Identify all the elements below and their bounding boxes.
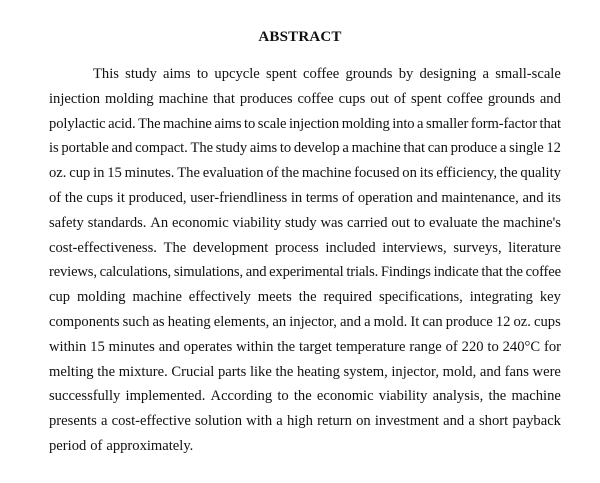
abstract-word: 220 [461, 338, 484, 355]
abstract-word: a [101, 413, 108, 430]
abstract-word: and [339, 313, 362, 330]
abstract-word: cost-effectiveness. [49, 239, 157, 256]
abstract-word: coffee [297, 90, 334, 107]
abstract-word: compact. [135, 140, 188, 157]
abstract-word: the [488, 388, 507, 405]
abstract-word: injection [288, 115, 340, 132]
abstract-word: period [49, 437, 87, 454]
abstract-word: cups [86, 189, 114, 206]
abstract-word: elements, [213, 313, 270, 330]
abstract-word: terms [305, 189, 339, 206]
abstract-word: temperature [335, 338, 406, 355]
abstract-word: meets [257, 289, 292, 306]
abstract-word: literature [508, 239, 561, 256]
abstract-word: can [427, 140, 448, 157]
abstract-word: short [479, 413, 509, 430]
abstract-word: machine [301, 165, 352, 182]
abstract-word: the [64, 189, 83, 206]
abstract-word: the [298, 289, 317, 306]
abstract-word: on [402, 165, 417, 182]
abstract-word: to [196, 66, 209, 82]
abstract-word: development [192, 239, 269, 256]
abstract-word: grounds [487, 90, 535, 107]
abstract-word: viability [232, 214, 282, 231]
abstract-word: to [279, 140, 292, 157]
abstract-word: 15 [107, 165, 122, 182]
abstract-word: required [323, 289, 373, 306]
abstract-word: and [522, 189, 544, 206]
abstract-word: machine [511, 388, 561, 405]
abstract-word: a [342, 140, 349, 157]
abstract-word: Crucial [171, 363, 215, 380]
abstract-word: indicate [433, 264, 479, 281]
abstract-line [49, 260, 561, 285]
abstract-word: system, [343, 363, 388, 380]
abstract-word: a [364, 313, 371, 330]
abstract-word: its [419, 165, 434, 182]
abstract-line [49, 211, 561, 236]
abstract-word: calculations, [99, 264, 172, 281]
abstract-word: molding [76, 289, 126, 306]
abstract-word: It [410, 313, 420, 330]
abstract-word: fans [504, 363, 529, 380]
abstract-word: that [539, 115, 561, 132]
abstract-word: can [422, 313, 443, 330]
abstract-word: operation [357, 189, 413, 206]
abstract-line [49, 112, 561, 137]
abstract-word: surveys, [453, 239, 502, 256]
abstract-word: portable [61, 140, 109, 157]
abstract-word: mold, [442, 363, 477, 380]
abstract-word: maintenance, [441, 189, 519, 206]
abstract-word: is [49, 140, 59, 157]
abstract-word: economic [171, 214, 229, 231]
abstract-word: range [409, 338, 442, 355]
abstract-word: machine [158, 90, 209, 107]
abstract-word: a [417, 115, 424, 132]
abstract-word: produced, [128, 189, 187, 206]
abstract-line [49, 136, 561, 161]
abstract-word: polylactic [49, 115, 106, 132]
abstract-word: the [293, 388, 312, 405]
abstract-word: such [122, 313, 150, 330]
abstract-word: and [158, 338, 180, 355]
abstract-word: by [398, 66, 414, 82]
abstract-word: the [505, 264, 523, 281]
abstract-word: cups [338, 90, 366, 107]
abstract-word: to [487, 338, 499, 355]
abstract-word: it [116, 189, 125, 206]
abstract-word: that [481, 264, 503, 281]
abstract-word: and [443, 413, 465, 430]
abstract-word: viability [378, 388, 428, 405]
abstract-word: investment [374, 413, 439, 430]
abstract-word: oz. [49, 165, 67, 182]
abstract-word: small-scale [495, 66, 561, 82]
abstract-word: integrating [469, 289, 533, 306]
abstract-word: specifications, [378, 289, 463, 306]
abstract-word: study [125, 66, 157, 82]
abstract-word: an [272, 313, 287, 330]
abstract-word: and [416, 189, 438, 206]
abstract-word: components [49, 313, 120, 330]
abstract-word: like [249, 363, 272, 380]
abstract-word: within [49, 338, 87, 355]
abstract-word: This [93, 66, 119, 82]
abstract-word: 240°C [502, 338, 541, 355]
abstract-word: within [236, 338, 274, 355]
abstract-word: evaluation [202, 165, 264, 182]
abstract-word: grounds [345, 66, 393, 82]
abstract-word: target [298, 338, 332, 355]
abstract-line [49, 62, 561, 87]
abstract-word: acid. [108, 115, 136, 132]
abstract-word: to [277, 388, 289, 405]
abstract-word: mixture. [118, 363, 168, 380]
abstract-word: coffee [525, 264, 561, 281]
abstract-word: focused [354, 165, 400, 182]
abstract-word: of [341, 189, 355, 206]
abstract-word: reviews, [49, 264, 97, 281]
abstract-word: coffee [446, 90, 483, 107]
abstract-word: of [90, 437, 103, 454]
abstract-word: into [392, 115, 415, 132]
abstract-word: simulations, [173, 264, 243, 281]
abstract-word: and [539, 90, 561, 107]
abstract-line [49, 434, 561, 459]
abstract-word: standards. [87, 214, 147, 231]
abstract-line [49, 384, 561, 409]
abstract-word: that [403, 140, 426, 157]
abstract-word: user-friendliness [190, 189, 288, 206]
abstract-word: According [210, 388, 273, 405]
abstract-word: successfully [49, 388, 121, 405]
abstract-word: parts [217, 363, 247, 380]
abstract-word: molding [341, 115, 390, 132]
abstract-word: The [177, 165, 200, 182]
abstract-word: designing [419, 66, 477, 82]
abstract-line [49, 161, 561, 186]
abstract-word: trials. [346, 264, 379, 281]
abstract-word: high [286, 413, 313, 430]
abstract-word: analysis, [432, 388, 484, 405]
abstract-word: scale [257, 115, 287, 132]
abstract-word: key [539, 289, 561, 306]
abstract-word: aims [163, 66, 191, 82]
abstract-word: presents [49, 413, 97, 430]
abstract-word: study [215, 140, 248, 157]
abstract-word: that [212, 90, 235, 107]
abstract-word: to [413, 214, 426, 231]
abstract-word: aims [214, 115, 242, 132]
abstract-word: and [245, 264, 267, 281]
abstract-word: effectively [188, 289, 251, 306]
abstract-word: of [393, 90, 407, 107]
abstract-word: the [277, 338, 296, 355]
abstract-word: and [111, 140, 133, 157]
abstract-word: machine's [503, 214, 561, 231]
abstract-word: smaller [425, 115, 469, 132]
abstract-line [49, 360, 561, 385]
abstract-word: was [320, 214, 344, 231]
abstract-word: a [499, 140, 507, 157]
abstract-word: in [290, 189, 303, 206]
abstract-line [49, 186, 561, 211]
abstract-line [49, 335, 561, 360]
abstract-word: out [370, 90, 389, 107]
abstract-word: the [499, 165, 518, 182]
abstract-word: molding [105, 90, 154, 107]
abstract-word: 12 [546, 140, 561, 157]
abstract-word: study [285, 214, 317, 231]
abstract-word: Findings [380, 264, 431, 281]
abstract-word: operates [183, 338, 233, 355]
abstract-word: its [547, 189, 561, 206]
abstract-word: as [152, 313, 165, 330]
abstract-word: produce [445, 313, 493, 330]
abstract-word: approximately. [106, 437, 194, 454]
abstract-word: quality [520, 165, 561, 182]
abstract-word: injection [49, 90, 101, 107]
abstract-heading: ABSTRACT [258, 29, 342, 45]
abstract-word: cost-effective [111, 413, 191, 430]
abstract-word: the [481, 214, 500, 231]
abstract-word: melting [49, 363, 94, 380]
abstract-word: minutes. [124, 165, 175, 182]
abstract-word: spent [410, 90, 442, 107]
abstract-word: The [138, 115, 161, 132]
abstract-word: of [445, 338, 458, 355]
abstract-word: develop [293, 140, 340, 157]
abstract-word: to [244, 115, 256, 132]
abstract-word: The [190, 140, 214, 157]
abstract-word: out [391, 214, 410, 231]
abstract-word: machine [163, 115, 212, 132]
abstract-word: the [275, 363, 294, 380]
abstract-word: a [276, 413, 283, 430]
abstract-word: oz. [513, 313, 531, 330]
abstract-line [49, 310, 561, 335]
abstract-word: produce [450, 140, 498, 157]
abstract-word: mold. [373, 313, 408, 330]
abstract-word: the [281, 165, 300, 182]
abstract-word: implemented. [125, 388, 206, 405]
abstract-word: spent [266, 66, 297, 82]
abstract-line [49, 409, 561, 434]
abstract-word: machine [132, 289, 182, 306]
abstract-word: evaluate [429, 214, 478, 231]
abstract-word: process [274, 239, 319, 256]
abstract-word: interviews, [382, 239, 447, 256]
abstract-word: aims [249, 140, 278, 157]
abstract-line [49, 285, 561, 310]
abstract-word: machine [351, 140, 401, 157]
abstract-word: minutes [108, 338, 155, 355]
abstract-word: solution [194, 413, 242, 430]
abstract-word: heating [296, 363, 340, 380]
abstract-word: on [356, 413, 371, 430]
abstract-word: injector, [289, 313, 337, 330]
abstract-word: the [97, 363, 116, 380]
abstract-word: cup [69, 165, 91, 182]
abstract-word: heating [167, 313, 211, 330]
abstract-word: 12 [495, 313, 511, 330]
abstract-word: payback [512, 413, 561, 430]
abstract-word: were [532, 363, 561, 380]
abstract-paragraph [49, 62, 561, 459]
abstract-word: 15 [90, 338, 105, 355]
abstract-word: safety [49, 214, 84, 231]
abstract-line [49, 236, 561, 261]
abstract-word: form-factor [470, 115, 537, 132]
abstract-word: in [93, 165, 105, 182]
abstract-word: for [543, 338, 561, 355]
abstract-line [49, 87, 561, 112]
abstract-word: coffee [303, 66, 340, 82]
abstract-word: and [479, 363, 501, 380]
abstract-word: cup [49, 289, 71, 306]
abstract-word: economic [316, 388, 374, 405]
abstract-word: experimental [269, 264, 344, 281]
abstract-word: a [482, 66, 489, 82]
abstract-word: cups [534, 313, 561, 330]
abstract-word: An [150, 214, 169, 231]
abstract-word: efficiency, [436, 165, 498, 182]
abstract-word: of [49, 189, 62, 206]
abstract-word: included [325, 239, 376, 256]
abstract-word: a [468, 413, 475, 430]
abstract-word: The [163, 239, 187, 256]
abstract-word: injector, [391, 363, 439, 380]
abstract-word: carried [347, 214, 388, 231]
abstract-word: produces [239, 90, 293, 107]
abstract-word: upcycle [214, 66, 260, 82]
abstract-word: return [317, 413, 352, 430]
abstract-word: of [266, 165, 279, 182]
abstract-word: single [509, 140, 544, 157]
abstract-word: with [246, 413, 273, 430]
